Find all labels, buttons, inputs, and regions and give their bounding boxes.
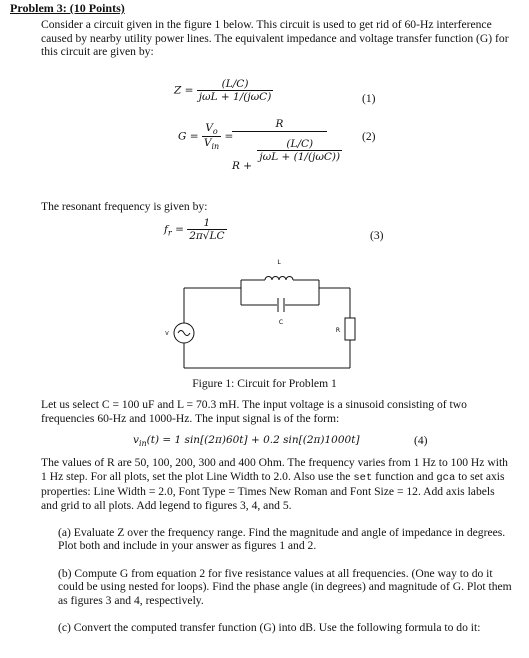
eq1-numerator: (L/C): [197, 78, 274, 91]
figure-caption: Figure 1: Circuit for Problem 1: [192, 377, 337, 390]
eq3-f: f: [164, 223, 168, 236]
eq1-denominator: jωL + 1/(jωC): [198, 91, 272, 103]
code-set: set: [353, 471, 373, 484]
source-label: V: [165, 331, 169, 337]
eq3-denominator: 2π√LC: [189, 230, 225, 242]
eq1-number: (1): [362, 92, 376, 105]
values-text-3: to set axis properties: Line Width = 2.0, Font Type = Times New Roman and Font Size = 12. Add axis labels and grid to all plots. Add legend to figures 3, 4, and 5.: [41, 469, 505, 512]
sine-icon: [178, 331, 190, 336]
resistor: [345, 318, 355, 340]
values-text-1: The values of R are 50, 100, 200, 300 and 400 Ohm. The frequency varies from 1 Hz to 100 Hz with 1 Hz step. For all plots, set the plot Line Width to 2.0. Also use the: [41, 456, 508, 483]
eq2-vin: V: [203, 137, 212, 150]
equation-2: [178, 122, 233, 151]
eq2-g: G =: [178, 130, 199, 143]
eq2-vin-sub: in: [211, 142, 220, 152]
eq2-inner-den: jωL + (1/(jωC)): [259, 151, 341, 163]
inductor-coil: [265, 277, 293, 281]
eq2-R: R: [232, 118, 327, 132]
eq3-f-sub: r: [167, 228, 172, 238]
eq3-equals: =: [175, 223, 184, 236]
eq2-inner-num: (L/C): [257, 138, 342, 151]
eq4-number: (4): [414, 434, 428, 447]
values-paragraph: [41, 456, 513, 512]
circuit-figure: [0, 250, 529, 375]
equation-4: [133, 434, 360, 448]
inductor-label: L: [277, 259, 281, 266]
eq1-fraction: [197, 78, 274, 103]
equation-3: [164, 217, 227, 242]
eq2-denominator: [232, 138, 342, 172]
eq3-numerator: 1: [187, 217, 226, 230]
eq2-vo-sub: o: [212, 127, 218, 137]
eq2-inner-fraction: [257, 138, 342, 163]
eq2-vratio: [202, 122, 221, 151]
list-item-c: (c) Convert the computed transfer function (G) into dB. Use the following formula to do it:: [58, 621, 481, 634]
eq4-v-sub: in: [138, 439, 147, 449]
eq2-equals: =: [224, 130, 234, 143]
resistor-label: R: [335, 327, 341, 334]
capacitor-label: C: [278, 319, 284, 326]
eq3-fraction: [187, 217, 226, 242]
problem-title: Problem 3: (10 Points): [10, 1, 125, 15]
eq2-numerator: [232, 118, 327, 132]
values-text-2: function and: [375, 469, 434, 483]
resonant-text: The resonant frequency is given by:: [41, 200, 208, 213]
eq4-rhs: (t) = 1 sin[(2π)60t] + 0.2 sin[(2π)1000t]: [146, 434, 360, 446]
list-item-b: (b) Compute G from equation 2 for five resistance values at all frequencies. (One way to do it could be using nested for loops). Find the phase angle (in degrees) and magnitude of G. Plot them as figures 3 and 4, respectively.: [58, 567, 512, 607]
intro-paragraph: Consider a circuit given in the figure 1 below. This circuit is used to get rid of 60-Hz interference caused by nearby utility power lines. The equivalent impedance and voltage transfer function (G) for this circuit are given by:: [41, 18, 509, 59]
eq3-number: (3): [370, 229, 384, 242]
eq2-vo: V: [205, 122, 213, 134]
eq2-number: (2): [362, 130, 376, 143]
list-item-a: (a) Evaluate Z over the frequency range. Find the magnitude and angle of impedance in degrees. Plot both and include in your answer as figures 1 and 2.: [58, 526, 506, 553]
code-gca: gca: [436, 471, 456, 484]
eq4-v: v: [133, 434, 139, 446]
eq1-lhs: Z =: [174, 84, 194, 97]
equation-1: [174, 78, 273, 103]
eq2-den-R: R +: [232, 159, 253, 172]
select-paragraph: Let us select C = 100 uF and L = 70.3 mH. The input voltage is a sinusoid consisting of two frequencies 60-Hz and 1000-Hz. The input signal is of the form:: [41, 398, 467, 425]
